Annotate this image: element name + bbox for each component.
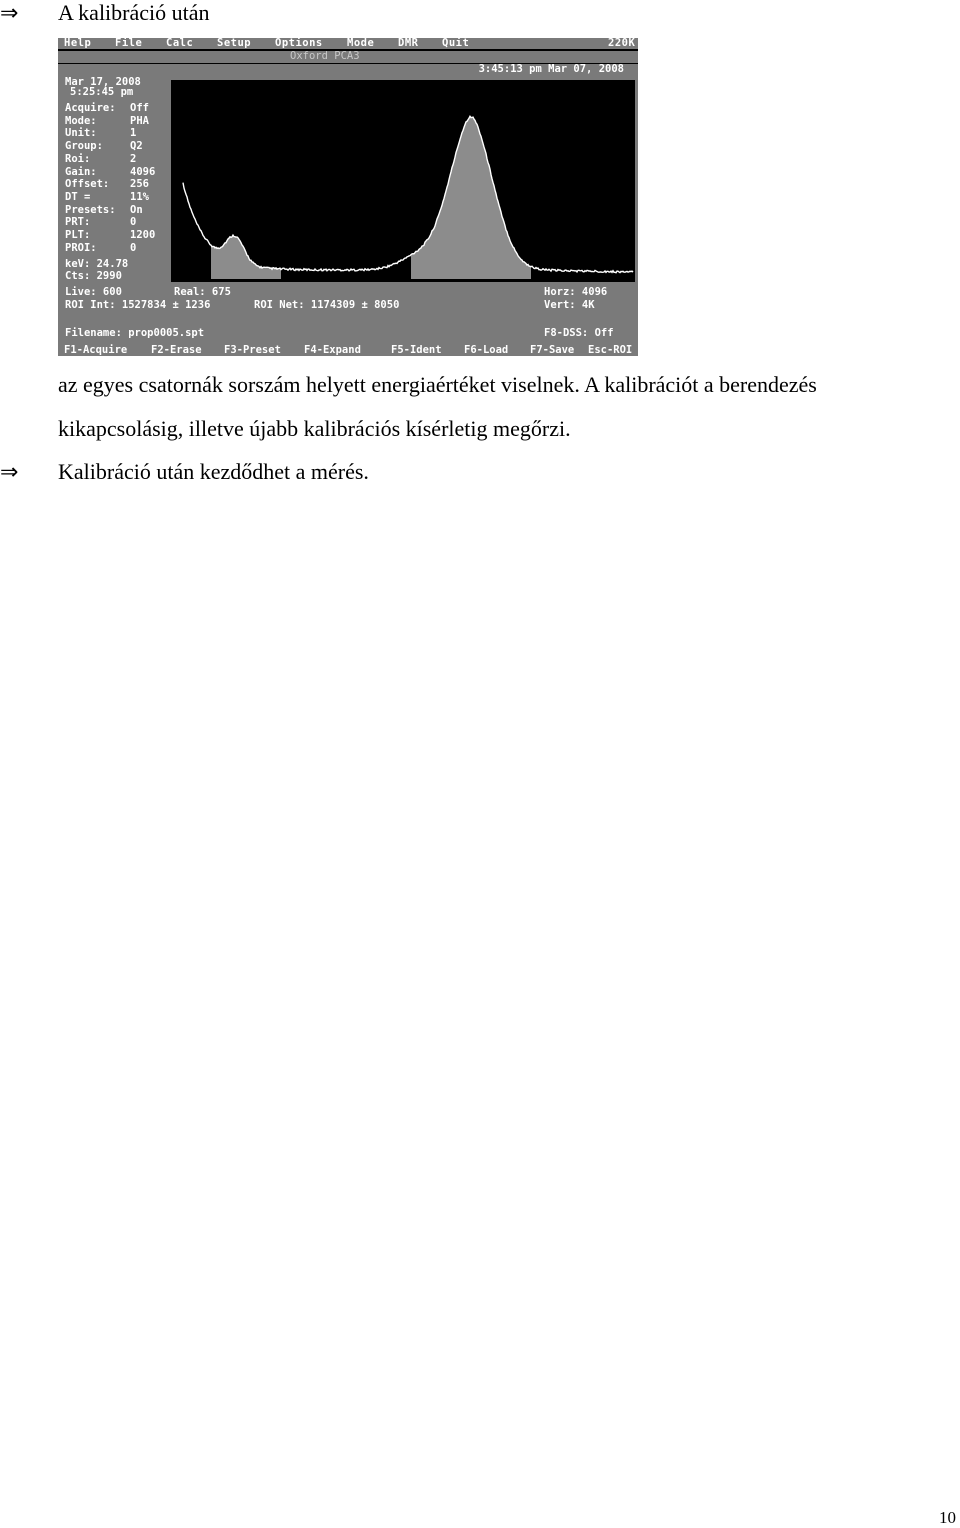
menu-calc[interactable]: Calc — [166, 38, 194, 49]
arrow-icon: ⇒ — [0, 0, 19, 25]
param-value: 256 — [130, 178, 149, 191]
param-label: DT = — [65, 190, 91, 203]
param-label: Offset: — [65, 178, 110, 191]
paragraph-line-2: kikapcsolásig, illetve újabb kalibrációs kísérletig megőrzi. — [58, 416, 571, 441]
param-value: 0 — [130, 216, 137, 229]
f5-ident-key[interactable]: F5-Ident — [391, 344, 442, 356]
menu-mode[interactable]: Mode — [347, 38, 375, 49]
function-key-bar — [58, 345, 638, 356]
param-label: Acquire: — [65, 102, 116, 114]
menu-options[interactable]: Options — [275, 38, 323, 49]
esc-roi-key[interactable]: Esc-ROI — [588, 344, 633, 356]
bullet-text: Kalibráció után kezdődhet a mérés. — [58, 459, 369, 484]
horizontal-scale: Horz: 4096 — [544, 286, 608, 298]
f1-acquire-key[interactable]: F1-Acquire — [64, 344, 128, 356]
memory-readout: 220K — [608, 38, 636, 49]
param-label: Presets: — [65, 203, 116, 216]
menu-bar — [58, 38, 638, 49]
dss-status: F8-DSS: Off — [544, 327, 614, 339]
page-number: 10 — [939, 1508, 956, 1527]
clock-readout: 3:45:13 pm Mar 07, 2008 — [478, 63, 624, 75]
param-label: PLT: — [65, 229, 91, 241]
menu-quit[interactable]: Quit — [442, 38, 470, 49]
roi-region-2 — [411, 116, 531, 279]
menu-help[interactable]: Help — [64, 38, 92, 49]
param-value: PHA — [130, 114, 149, 127]
param-value: 1 — [130, 127, 137, 140]
param-value: On — [130, 203, 143, 216]
param-label: PROI: — [65, 241, 97, 254]
status-panel — [58, 284, 638, 346]
f7-save-key[interactable]: F7-Save — [530, 344, 575, 356]
menu-setup[interactable]: Setup — [217, 38, 252, 49]
f3-preset-key[interactable]: F3-Preset — [224, 344, 281, 356]
param-value: 4096 — [130, 165, 156, 178]
param-value: 11% — [130, 190, 149, 203]
f6-load-key[interactable]: F6-Load — [464, 344, 509, 356]
param-value: Off — [130, 102, 149, 114]
sidebar-time: 5:25:45 pm — [70, 86, 134, 98]
f4-expand-key[interactable]: F4-Expand — [304, 344, 361, 356]
paragraph-line-1: az egyes csatornák sorszám helyett energiaértéket viselnek. A kalibrációt a berendezés — [58, 372, 817, 397]
param-label: Group: — [65, 140, 103, 153]
clock-bar — [58, 64, 638, 76]
arrow-icon: ⇒ — [0, 459, 19, 484]
f2-erase-key[interactable]: F2-Erase — [151, 344, 202, 356]
sidebar-date: Mar 17, 2008 — [65, 76, 141, 88]
param-label: Mode: — [65, 114, 97, 127]
param-value: 1200 — [130, 229, 156, 241]
param-value: Q2 — [130, 140, 143, 153]
param-value: 0 — [130, 241, 137, 254]
param-value: 2 — [130, 152, 137, 165]
vertical-scale: Vert: 4K — [544, 299, 595, 311]
title-bar — [58, 51, 638, 63]
counts-readout: Cts: 2990 — [65, 270, 122, 282]
roi-net: ROI Net: 1174309 ± 8050 — [254, 299, 400, 311]
param-label: Unit: — [65, 127, 97, 140]
menu-dmr[interactable]: DMR — [398, 38, 419, 49]
parameter-panel — [58, 76, 168, 288]
real-time: Real: 675 — [174, 286, 231, 298]
roi-region-1 — [211, 235, 281, 279]
param-label: Roi: — [65, 152, 91, 165]
filename-readout: Filename: prop0005.spt — [65, 327, 205, 339]
param-label: Gain: — [65, 165, 97, 178]
live-time: Live: 600 — [65, 286, 122, 298]
spectrum-plot[interactable] — [171, 80, 635, 282]
kev-readout: keV: 24.78 — [65, 258, 129, 270]
pca3-screenshot — [58, 38, 638, 356]
spectrum-trace — [183, 116, 633, 272]
heading-text: A kalibráció után — [58, 0, 210, 25]
app-title: Oxford PCA3 — [290, 50, 360, 62]
roi-integral: ROI Int: 1527834 ± 1236 — [65, 299, 211, 311]
param-label: PRT: — [65, 216, 91, 229]
menu-file[interactable]: File — [115, 38, 143, 49]
